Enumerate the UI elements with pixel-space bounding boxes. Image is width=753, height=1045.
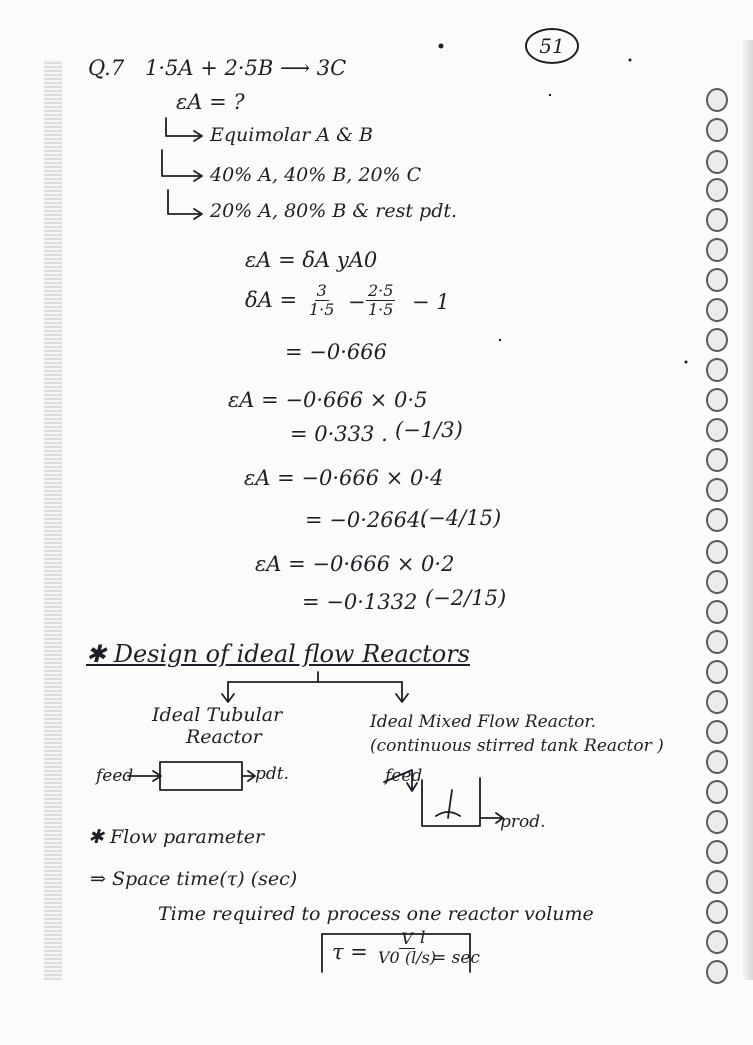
space-time-definition: Time required to process one reactor volume [158,903,594,925]
space-time-label: ⇒ Space time(τ) (sec) [90,868,298,890]
page-number: 51 [525,28,579,64]
cstr-prod-label: prod. [500,812,546,832]
branch-right-line1: Ideal Mixed Flow Reactor. [370,712,597,732]
fraction-numerator: 3 [316,281,327,300]
case2-result: = −0·2664. [305,508,428,532]
case-arrow-1 [166,118,200,136]
case1-fraction: (−1/3) [395,418,463,442]
ink-dot [549,94,551,96]
fraction-numerator: 2·5 [368,281,394,300]
boxed-lhs: τ = [332,940,368,964]
tubular-pdt-label: pdt. [255,764,289,784]
case3-equation: εA = −0·666 × 0·2 [255,552,455,576]
case-1: Equimolar A & B [210,124,374,146]
tubular-reactor-box [160,762,242,790]
epsilon-question: εA = ? [176,90,245,114]
delta-tail: − 1 [412,290,450,314]
case1-result: = 0·333 . [290,422,388,446]
branch-left-line1: Ideal Tubular [152,704,283,726]
delta-lhs: δA = [245,288,298,312]
case-3: 20% A, 80% B & rest pdt. [210,200,458,222]
case3-fraction: (−2/15) [425,586,507,610]
fraction-denominator: 1·5 [309,299,335,319]
tubular-feed-label: feed [96,766,134,786]
case3-result: = −0·1332 [302,590,418,614]
epsilon-formula: εA = δA yA0 [245,248,378,272]
fraction-denominator: 1·5 [368,299,394,319]
fraction-denominator: V0 (l/s) [378,947,437,967]
flow-parameter-heading: ✱ Flow parameter [88,826,265,848]
ink-dot [439,44,444,49]
ink-dot [685,361,688,364]
boxed-rhs: = sec [432,948,480,968]
cstr-feed-label: feed [385,766,423,786]
ink-dot [499,339,501,341]
ink-dot [629,59,632,62]
question-label: Q.7 [88,56,125,80]
section-heading: ✱ Design of ideal flow Reactors [86,640,470,668]
fraction-numerator: V [401,929,413,948]
reaction-equation: 1·5A + 2·5B ⟶ 3C [145,56,347,80]
case2-fraction: (−4/15) [420,506,502,530]
delta-result: = −0·666 [285,340,387,364]
case1-equation: εA = −0·666 × 0·5 [228,388,428,412]
cstr-stirrer-shaft [448,790,452,818]
branch-right-line2: (continuous stirred tank Reactor ) [370,736,664,756]
branch-left-line2: Reactor [186,726,262,748]
case2-equation: εA = −0·666 × 0·4 [244,466,444,490]
minus-sign: − [348,290,366,314]
boxed-l: l [420,928,426,948]
case-2: 40% A, 40% B, 20% C [210,164,422,186]
